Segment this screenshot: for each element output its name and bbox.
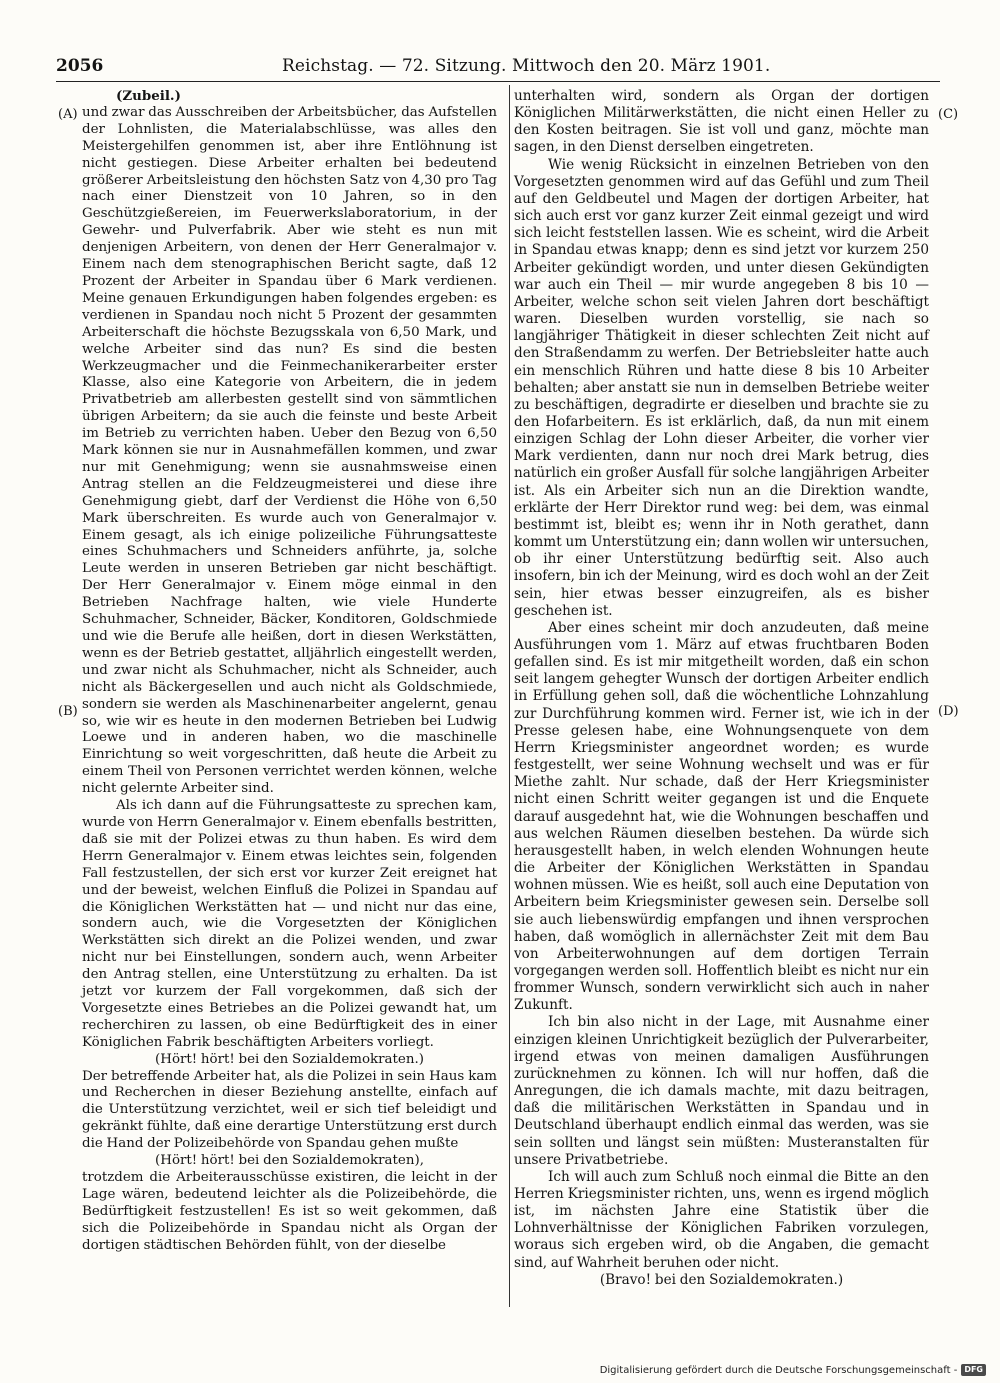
paragraph: Der betreffende Arbeiter hat, als die Polizei in sein Haus kam und Recherchen in dieser Beziehung anstellte, einfach auf die Unterstützung verzichtet, weil er sich tief beleidigt und gekränkt fühlte, daß eine derartige Unterstützung erst durch die Hand der Polizeibehörde von Spandau gehen mußte <box>82 1068 497 1152</box>
right-column <box>514 88 929 1289</box>
margin-marker-d: (D) <box>938 704 959 719</box>
column-divider <box>509 85 510 1307</box>
interjection: (Hört! hört! bei den Sozialdemokraten), <box>155 1153 424 1169</box>
running-title: Reichstag. — 72. Sitzung. Mittwoch den 20. März 1901. <box>282 56 771 76</box>
digitization-footer <box>600 1364 986 1376</box>
paragraph: Ich bin also nicht in der Lage, mit Ausnahme einer einzigen kleinen Unrichtigkeit bezüglich der Pulverarbeiter, irgend etwas von meinen damaligen Ausführungen zurücknehmen zu können. Ich will nur hoffen, daß die Anregungen, die ich damals machte, mit dazu beitragen, daß die militärischen Werkstätten in Spandau und in Deutschland überhaupt endlich einmal das werden, was sie sein sollten und längst sein müßten: Musteranstalten für unsere Privatbetriebe. <box>514 1014 929 1168</box>
margin-marker-a: (A) <box>58 107 78 122</box>
header-rule <box>56 81 940 82</box>
margin-marker-c: (C) <box>938 107 959 122</box>
page-header <box>56 52 940 80</box>
paragraph: und zwar das Ausschreiben der Arbeitsbücher, das Aufstellen der Lohnlisten, die Materialabschlüsse, was alles den Meistergehilfen genommen ist, aber ihre Entlöhnung ist nicht gestiegen. Diese Arbeiter erhalten bei bedeutend größerer Arbeitsleistung den höchsten Satz von 4,30 pro Tag nach einer Dienstzeit von 10 Jahren, so in den Geschützgießereien, im Feuerwerkslaboratorium, in der Gewehr- und Pulverfabrik. Aber wie steht es nun mit denjenigen Arbeitern, von denen der Herr Generalmajor v. Einem nach dem stenographischen Bericht sagte, daß 12 Prozent der Arbeiter in Spandau über 6 Mark verdienen. Meine genauen Erkundigungen haben folgendes ergeben: es verdienen in Spandau noch nicht 5 Prozent der gesammten Arbeiterschaft die höchste Bezugsskala von 6,50 Mark, und welche Arbeiter sind das nun? Es sind die besten Werkzeugmacher und die Feinmechanikerarbeiter erster Klasse, also eine Kategorie von Arbeitern, die in jedem Privatbetrieb am allerbesten gestellt sind von sämmtlichen übrigen Arbeitern; da sie auch die feinste und beste Arbeit im Betrieb zu verrichten haben. Ueber den Bezug von 6,50 Mark können sie nur in Ausnahmefällen kommen, und zwar nur mit Genehmigung; wenn sie ausnahmsweise einen Antrag stellen an die Feldzeugmeisterei und diese ihre Genehmigung giebt, darf der Verdienst die Höhe von 6,50 Mark überschreiten. Es wurde auch von Generalmajor v. Einem gesagt, als ich einige polizeiliche Führungsatteste eines Schuhmachers und Schneiders anführte, ja, solche Leute werden in unseren Betrieben gar nicht beschäftigt. Der Herr Generalmajor v. Einem möge einmal in den Betrieben Nachfrage halten, wie viele Hunderte Schuhmacher, Schneider, Bäcker, Konditoren, Goldschmiede und wie die Berufe alle heißen, dort in diesen Werkstätten, wenn es der Betrieb gestattet, alljährlich eingestellt werden, und zwar nicht als Schuhmacher, nicht als Schneider, auch nicht als Bäckergesellen und auch nicht als Goldschmiede, sondern sie werden als Maschinenarbeiter angelernt, genau so, wie wir es heute in den modernen Betrieben bei Ludwig Loewe und in anderen haben, wo die maschinelle Einrichtung so weit vorgeschritten, daß heute die Arbeit zu einem Theil von Personen verrichtet werden können, welche nicht gelernte Arbeiter sind. <box>82 104 497 797</box>
left-column <box>82 88 497 1255</box>
dfg-logo: DFG <box>961 1364 986 1376</box>
paragraph: Wie wenig Rücksicht in einzelnen Betrieben von den Vorgesetzten genommen wird auf das Gefühl und zum Theil auf den Geldbeutel und Magen der dortigen Arbeiter, hat sich auch erst vor ganz kurzer Zeit einmal gezeigt und wird sich leicht feststellen lassen. Wie es scheint, wird die Arbeit in Spandau etwas knapp; denn es sind jetzt vor kurzem 250 Arbeiter gekündigt worden, und unter diesen Gekündigten war auch ein Theil — mir wurde angegeben 8 bis 10 — Arbeiter, welche schon seit vielen Jahren dort beschäftigt waren. Dieselben wurden vorstellig, sie nach so langjähriger Thätigkeit in dieser schlechten Zeit nicht auf den Straßendamm zu werfen. Der Betriebsleiter hatte auch ein menschlich Rühren und hatte diese 8 bis 10 Arbeiter behalten; aber anstatt sie nun in demselben Betriebe weiter zu beschäftigen, degradirte er dieselben und brachte sie zu den Hofarbeitern. Es ist erklärlich, daß, da nun mit einem einzigen Schlag der Lohn dieser Arbeiter, die vorher vier Mark verdienten, dann nur noch drei Mark betrug, dies natürlich ein großer Ausfall für solche langjährigen Arbeiter ist. Als ein Arbeiter sich nun an die Direktion wandte, erklärte der Herr Direktor rund weg: bei dem, was einmal bestimmt ist, bleibt es; wenn ihr in Noth gerathet, dann kommt um Unterstützung ein; dann wollen wir untersuchen, ob ihr einer Unterstützung bedürftig seit. Also auch insofern, bin ich der Meinung, wird es doch wohl an der Zeit sein, hier etwas besser einzugreifen, als es bisher geschehen ist. <box>514 156 929 619</box>
interjection: (Hört! hört! bei den Sozialdemokraten.) <box>155 1051 424 1067</box>
paragraph: Aber eines scheint mir doch anzudeuten, daß meine Ausführungen vom 1. März auf etwas fruchtbaren Boden gefallen sind. Es ist mir mitgetheilt worden, daß ein schon seit langem gehegter Wunsch der dortigen Arbeiter endlich in Erfüllung gehen soll, daß die wöchentliche Lohnzahlung zur Durchführung kommen wird. Ferner ist, wie ich in der Presse gelesen habe, eine Wohnungsenquete von dem Herrn Kriegsminister angeordnet worden; es wurde festgestellt, wer seine Wohnung wechselt und was er für Miethe zahlt. Nur schade, daß der Herr Kriegsminister nicht einen Schritt weiter gegangen ist und die Enquete darauf ausgedehnt hat, wie die Wohnungen beschaffen und aus welchen Räumen dieselben bestehen. Da würde sich herausgestellt haben, in welch elenden Wohnungen heute die Arbeiter der Königlichen Werkstätten in Spandau wohnen müssen. Wie es heißt, soll auch eine Deputation von Arbeitern beim Kriegsminister gewesen sein. Derselbe soll sie auch liebenswürdig empfangen und ihnen versprochen haben, daß womöglich in allernächster Zeit mit dem Bau von Arbeiterwohnungen auf dem dortigen Terrain vorgegangen werden soll. Hoffentlich bleibt es nicht nur ein frommer Wunsch, sondern verwirklicht sich auch in naher Zukunft. <box>514 619 929 1014</box>
interjection: (Bravo! bei den Sozialdemokraten.) <box>599 1271 844 1288</box>
page-number: 2056 <box>56 56 104 76</box>
paragraph: Ich will auch zum Schluß noch einmal die Bitte an den Herren Kriegsminister richten, uns, wenn es irgend möglich ist, im nächsten Jahre eine Statistik über die Lohnverhältnisse der Königlichen Fabriken vorzulegen, woraus sich ergeben wird, ob die Angaben, die gemacht sind, auf Wahrheit beruhen oder nicht. <box>514 1168 929 1271</box>
paragraph: Als ich dann auf die Führungsatteste zu sprechen kam, wurde von Herrn Generalmajor v. Einem ebenfalls bestritten, daß sie mit der Polizei etwas zu thun haben. Es wird dem Herrn Generalmajor v. Einem etwas leichtes sein, folgenden Fall festzustellen, der sich erst vor kurzer Zeit ereignet hat und der beweist, welchen Einfluß die Polizei in Spandau auf die Königlichen Werkstätten hat — und nicht nur das eine, sondern auch, wie die Vorgesetzten der Königlichen Werkstätten sich direkt an die Polizei wenden, und zwar nicht nur bei Einstellungen, sondern auch, wenn Arbeiter den Antrag stellen, eine Unterstützung zu erhalten. Da ist jetzt vor kurzem der Fall vorgekommen, daß sich der Vorgesetzte eines Betriebes an die Polizei gewandt hat, um recherchiren zu lassen, ob eine Bedürftigkeit des in einer Königlichen Fabrik beschäftigten Arbeiters vorliegt. <box>82 798 497 1050</box>
speaker-continuation: (Zubeil.) <box>116 88 181 104</box>
footer-text: Digitalisierung gefördert durch die Deutsche Forschungsgemeinschaft - <box>599 1364 958 1376</box>
paragraph: trotzdem die Arbeiterausschüsse existiren, die leicht in der Lage wären, bedeutend leichter als die Polizeibehörde, die Bedürftigkeit festzustellen! Es ist so weit gekommen, daß sich die Polizeibehörde in Spandau nicht als Organ der dortigen städtischen Behörden fühlt, von der dieselbe <box>82 1170 497 1253</box>
margin-marker-b: (B) <box>58 704 78 719</box>
paragraph: unterhalten wird, sondern als Organ der dortigen Königlichen Militärwerkstätten, die nicht einen Heller zu den Kosten beitragen. Sie ist voll und ganz, möchte man sagen, in den Dienst derselben eingetreten. <box>514 88 929 156</box>
